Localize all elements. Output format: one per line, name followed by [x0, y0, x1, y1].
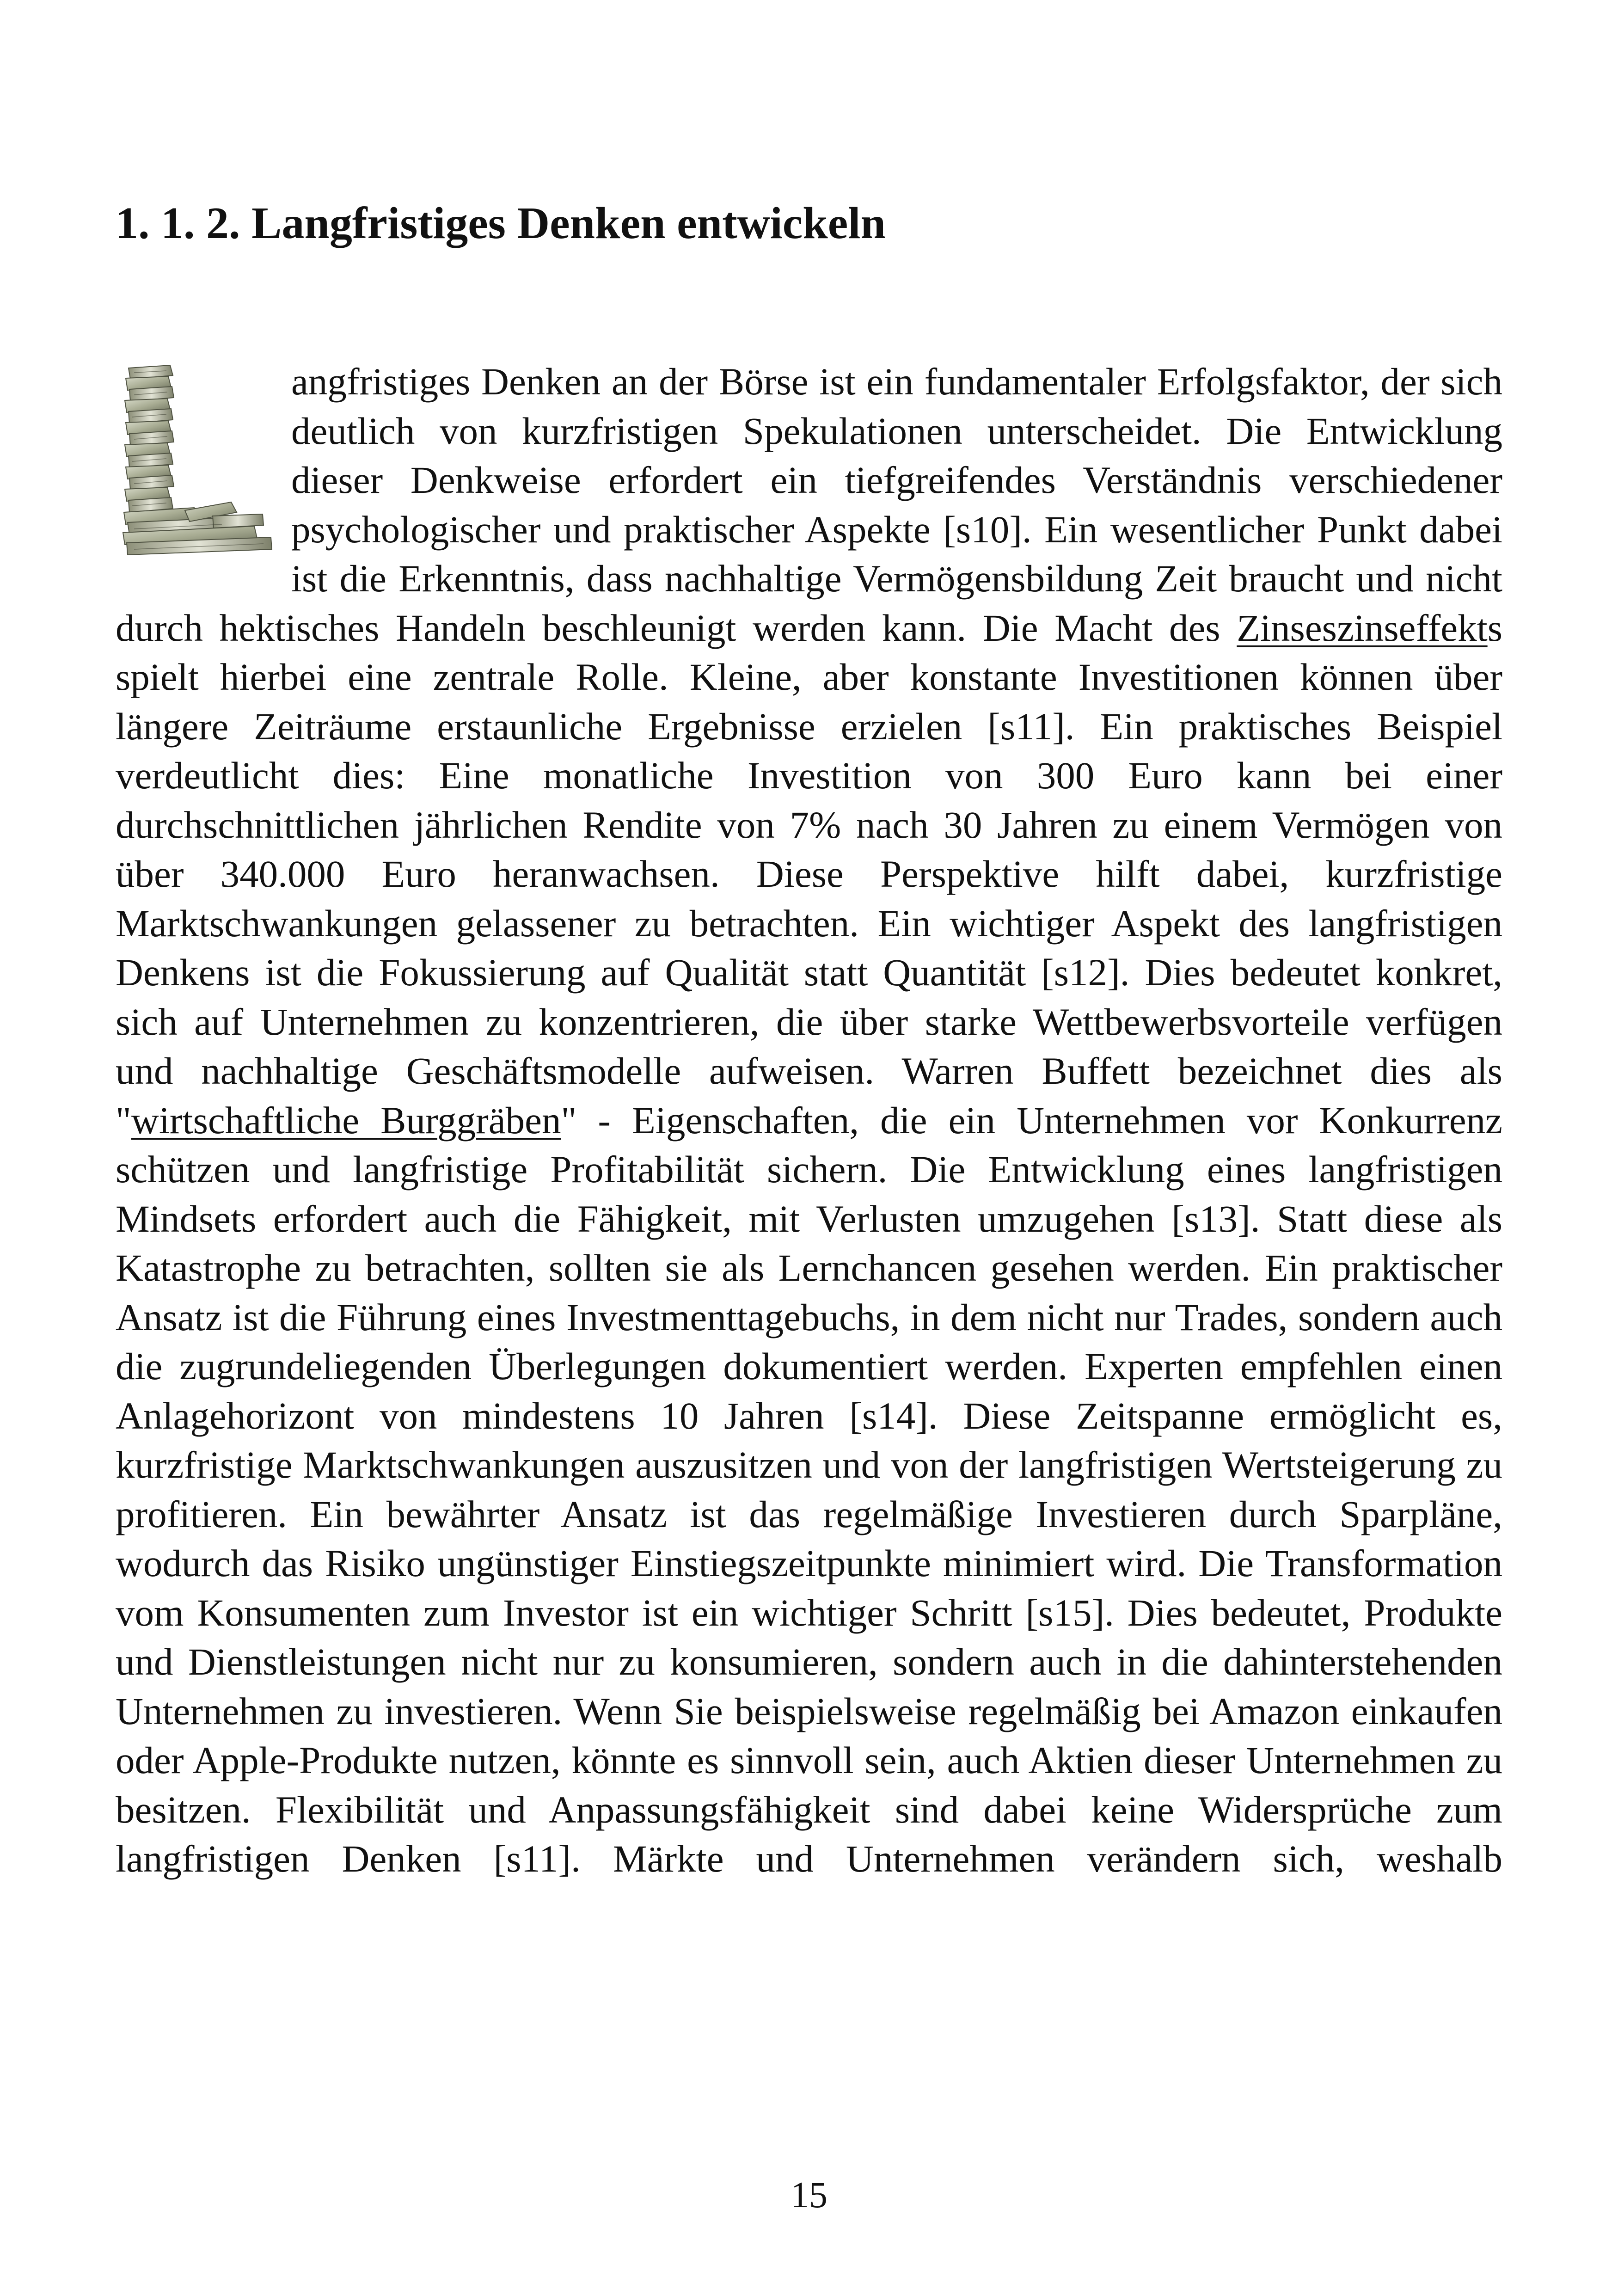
paragraph-text: angfristiges Denken an der Börse ist ein fundamentaler Erfolgsfaktor, der sich deutlich von kurzfristigen Spekulationen unterscheidet. Die Entwicklung dieser Denkweise erfordert ein tiefgreifendes Verständnis verschiedener psychologischer und praktischer Aspekte [s10]. Ein wesentlicher Punkt dabei ist die Erkenntnis, dass nachhaltige Vermögensbildung Zeit braucht und nicht durch hektisches Handeln beschleunigt werden kann. Die Macht des: [116, 360, 1502, 649]
term-link-wirtschaftliche-burggraeben[interactable]: wirtschaftliche Burggräben: [131, 1099, 561, 1142]
page-number: 15: [791, 2175, 827, 2216]
paragraph-text: " - Eigenschaften, die ein Unternehmen vor Konkurrenz schützen und langfristige Profitabilität sichern. Die Entwicklung eines langfristigen Mindsets erfordert auch die Fähigkeit, mit Verlusten umzugehen [s13]. Statt diese als Katastrophe zu betrachten, sollten sie als Lernchancen gesehen werden. Ein praktischer Ansatz ist die Führung eines Investmenttagebuchs, in dem nicht nur Trades, sondern auch die zugrundeliegenden Überlegungen dokumentiert werden. Experten empfehlen einen Anlagehorizont von mindestens 10 Jahren [s14]. Diese Zeitspanne ermöglicht es, kurzfristige Marktschwankungen auszusitzen und von der langfristigen Wertsteigerung zu profitieren. Ein bewährter Ansatz ist das regelmäßige Investieren durch Sparpläne, wodurch das Risiko ungünstiger Einstiegszeitpunkte minimiert wird. Die Transformation vom Konsumenten zum Investor ist ein wichtiger Schritt [s15]. Dies bedeutet, Produkte und Dienstleistungen nicht nur zu konsumieren, sondern auch in die dahinterstehenden Unternehmen zu investieren. Wenn Sie beispielsweise regelmäßig bei Amazon einkaufen oder Apple-Produkte nutzen, könnte es sinnvoll sein, auch Aktien dieser Unternehmen zu besitzen. Flexibilität und Anpassungsfähigkeit sind dabei keine Widersprüche zum langfristigen Denken [s11]. Märkte und Unternehmen verändern sich, weshalb: [116, 1099, 1502, 1880]
body-paragraph: [116, 357, 1502, 1884]
section-heading: 1. 1. 2. Langfristiges Denken entwickeln: [116, 198, 886, 248]
paragraph-text: s spielt hierbei eine zentrale Rolle. Kleine, aber konstante Investitionen können über längere Zeiträume erstaunliche Ergebnisse erzielen [s11]. Ein praktisches Beispiel verdeutlicht dies: Eine monatliche Investition von 300 Euro kann bei einer durchschnittlichen jährlichen Rendite von 7% nach 30 Jahren zu einem Vermögen von über 340.000 Euro heranwachsen. Diese Perspektive hilft dabei, kurzfristige Marktschwankungen gelassener zu betrachten. Ein wichtiger Aspekt des langfristigen Denkens ist die Fokussierung auf Qualität statt Quantität [s12]. Dies bedeutet konkret, sich auf Unternehmen zu konzentrieren, die über starke Wettbewerbsvorteile verfügen und nachhaltige Geschäftsmodelle aufweisen. Warren Buffett bezeichnet dies als ": [116, 606, 1502, 1142]
term-link-zinseszinseffekt[interactable]: Zinseszinseffekt: [1237, 606, 1488, 649]
money-stack-letter-l-icon: [116, 363, 282, 562]
